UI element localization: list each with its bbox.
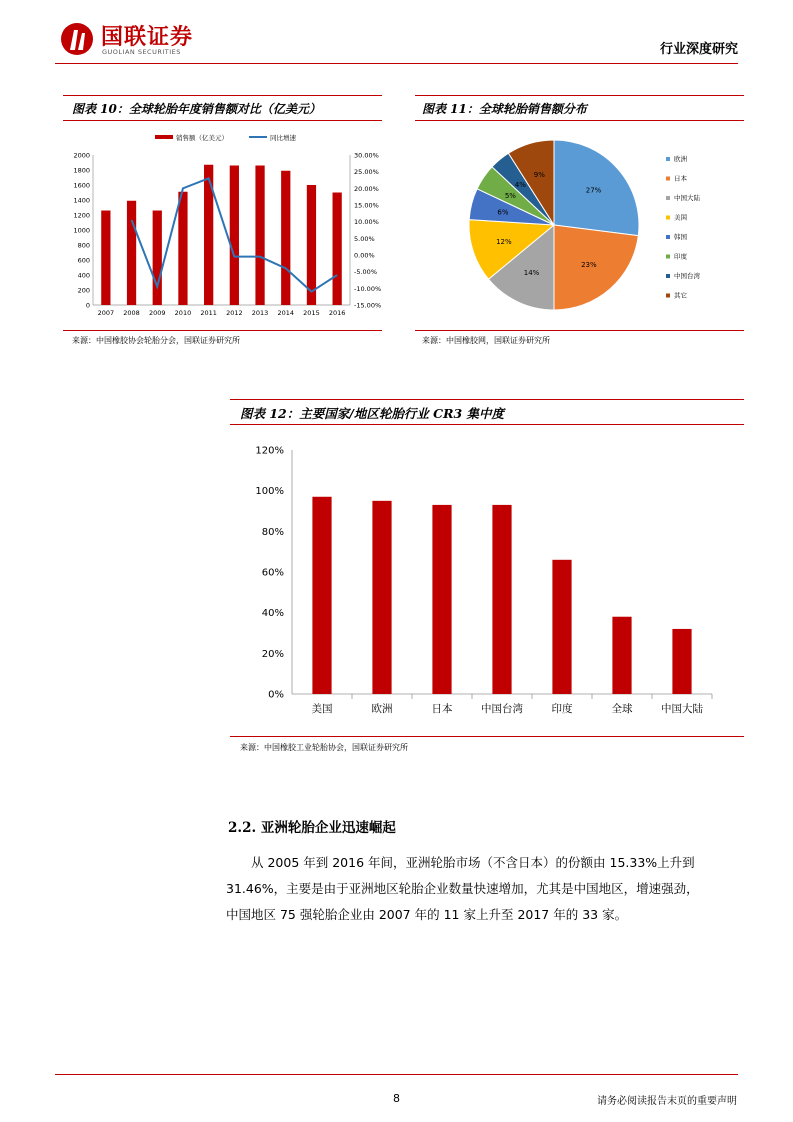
bar-2014 [281, 171, 290, 305]
pie-value-label: 14% [523, 269, 540, 278]
y-tick-label: 60% [261, 567, 284, 579]
y-right-tick-label: 10.00% [354, 218, 379, 227]
fig12-top-rule [230, 399, 744, 400]
bar-中国大陆 [672, 629, 691, 694]
legend-label: 美国 [674, 213, 687, 222]
fig12-caption: 图表 12：主要国家/地区轮胎行业 CR3 集中度 [240, 406, 505, 421]
y-right-tick-label: -15.00% [354, 301, 382, 310]
fig11-caption-rule [415, 120, 744, 121]
x-tick-label: 2014 [277, 309, 295, 317]
paragraph-line: 中国地区 75 强轮胎企业由 2007 年的 11 家上升至 2017 年的 33 家。 [226, 907, 628, 922]
bar-2016 [333, 193, 342, 306]
footer-disclaimer: 请务必阅读报告末页的重要声明 [597, 1096, 737, 1107]
x-tick-label: 全球 [611, 703, 633, 715]
y-right-tick-label: 0.00% [354, 251, 375, 260]
fig10-bottom-rule [63, 330, 382, 331]
fig10-source: 来源：中国橡胶协会轮胎分会，国联证券研究所 [72, 336, 240, 345]
bar-印度 [552, 560, 571, 694]
fig10-top-rule [63, 95, 382, 96]
legend-swatch-3 [666, 216, 670, 220]
y-left-tick-label: 600 [77, 256, 90, 265]
pie-value-label: 27% [585, 186, 602, 195]
header-rule [55, 63, 738, 64]
legend-bar-swatch [155, 135, 173, 139]
x-tick-label: 2010 [174, 309, 192, 317]
x-tick-label: 2009 [148, 309, 166, 317]
y-right-tick-label: 25.00% [354, 168, 379, 177]
bar-2010 [178, 192, 187, 305]
pie-value-label: 5% [504, 191, 516, 200]
y-right-tick-label: -10.00% [354, 284, 382, 293]
header [55, 18, 738, 63]
footer-rule [55, 1074, 738, 1075]
page-number: 8 [393, 1092, 400, 1105]
x-tick-label: 2012 [226, 309, 243, 317]
legend-swatch-7 [666, 294, 670, 298]
y-right-tick-label: -5.00% [354, 268, 377, 277]
legend-label: 印度 [674, 252, 687, 261]
legend-label: 其它 [674, 291, 687, 300]
x-tick-label: 日本 [431, 703, 453, 715]
x-tick-label: 2016 [328, 309, 346, 317]
legend-label: 欧洲 [674, 155, 687, 163]
legend-label: 韩国 [674, 233, 687, 241]
bar-2012 [230, 166, 239, 306]
y-left-tick-label: 400 [77, 271, 90, 280]
y-left-tick-label: 200 [77, 286, 90, 295]
x-tick-label: 2015 [303, 309, 320, 317]
y-left-tick-label: 1200 [73, 211, 90, 220]
y-tick-label: 20% [261, 648, 284, 660]
legend-swatch-2 [666, 196, 670, 200]
y-tick-label: 0% [268, 689, 284, 701]
paragraph-line: 从 2005 年到 2016 年间，亚洲轮胎市场（不含日本）的份额由 15.33%上升到 [251, 855, 695, 870]
x-tick-label: 2007 [97, 309, 115, 317]
x-tick-label: 美国 [311, 703, 333, 715]
fig12-source: 来源：中国橡胶工业轮胎协会，国联证券研究所 [240, 743, 408, 752]
pie-value-label: 12% [496, 237, 512, 246]
bar-2007 [101, 211, 110, 306]
pie-value-label: 4% [514, 180, 526, 189]
section-heading: 2.2. 亚洲轮胎企业迅速崛起 [228, 820, 396, 836]
legend-swatch-5 [666, 255, 670, 259]
x-tick-label: 中国台湾 [481, 703, 523, 715]
header-section-title: 行业深度研究 [659, 42, 738, 57]
logo-chinese: 国联证券 [101, 25, 194, 50]
y-left-tick-label: 2000 [73, 151, 90, 160]
legend-label: 中国台湾 [674, 272, 700, 280]
y-tick-label: 80% [261, 526, 284, 538]
paragraph-line: 31.46%，主要是由于亚洲地区轮胎企业数量快速增加，尤其是中国地区，增速强劲， [226, 881, 699, 896]
legend-label: 中国大陆 [674, 194, 700, 202]
y-left-tick-label: 0 [85, 301, 90, 310]
y-tick-label: 100% [255, 486, 284, 498]
fig10-caption-rule [63, 120, 382, 121]
bar-2008 [127, 201, 136, 305]
fig11-chart [415, 125, 744, 325]
bar-2015 [307, 185, 316, 305]
x-tick-label: 2011 [200, 309, 217, 317]
fig11-source: 来源：中国橡胶网，国联证券研究所 [422, 336, 550, 345]
pie-value-label: 6% [497, 208, 509, 217]
bar-2013 [255, 166, 264, 306]
legend-label: 日本 [674, 174, 687, 183]
fig11-top-rule [415, 95, 744, 96]
legend-swatch-6 [666, 274, 670, 278]
fig12-caption-rule [230, 424, 744, 425]
y-left-tick-label: 1400 [73, 196, 90, 205]
fig10-caption: 图表 10：全球轮胎年度销售额对比（亿美元） [72, 102, 321, 116]
y-right-tick-label: 30.00% [354, 151, 379, 160]
legend-line-label: 同比增速 [270, 134, 296, 142]
y-right-tick-label: 20.00% [354, 184, 379, 193]
bar-欧洲 [372, 501, 391, 694]
legend-swatch-0 [666, 157, 670, 161]
section-paragraph [226, 850, 746, 928]
pie-value-label: 23% [581, 261, 597, 270]
y-left-tick-label: 800 [77, 241, 90, 250]
y-tick-label: 120% [255, 445, 284, 457]
y-right-tick-label: 15.00% [354, 201, 379, 210]
x-tick-label: 2013 [251, 309, 269, 317]
bar-美国 [312, 497, 331, 694]
legend-bar-label: 销售额（亿美元） [176, 134, 228, 142]
fig10-chart [63, 125, 388, 325]
legend-swatch-4 [666, 235, 670, 239]
y-left-tick-label: 1600 [73, 181, 90, 190]
bar-2009 [153, 211, 162, 306]
x-tick-label: 欧洲 [371, 703, 393, 715]
x-tick-label: 印度 [551, 703, 573, 715]
y-left-tick-label: 1000 [73, 226, 90, 235]
logo-english: GUOLIAN SECURITIES [102, 48, 181, 56]
bar-日本 [432, 505, 451, 694]
fig12-chart [230, 430, 744, 730]
logo-icon [58, 20, 96, 58]
y-left-tick-label: 1800 [73, 166, 90, 175]
y-tick-label: 40% [261, 608, 284, 620]
fig12-bottom-rule [230, 736, 744, 737]
legend-swatch-1 [666, 177, 670, 181]
pie-value-label: 9% [533, 170, 545, 179]
bar-中国台湾 [492, 505, 511, 694]
fig11-bottom-rule [415, 330, 744, 331]
fig11-caption: 图表 11：全球轮胎销售额分布 [422, 102, 587, 116]
x-tick-label: 中国大陆 [661, 703, 703, 715]
bar-全球 [612, 617, 631, 694]
y-right-tick-label: 5.00% [354, 234, 375, 243]
x-tick-label: 2008 [123, 309, 140, 317]
